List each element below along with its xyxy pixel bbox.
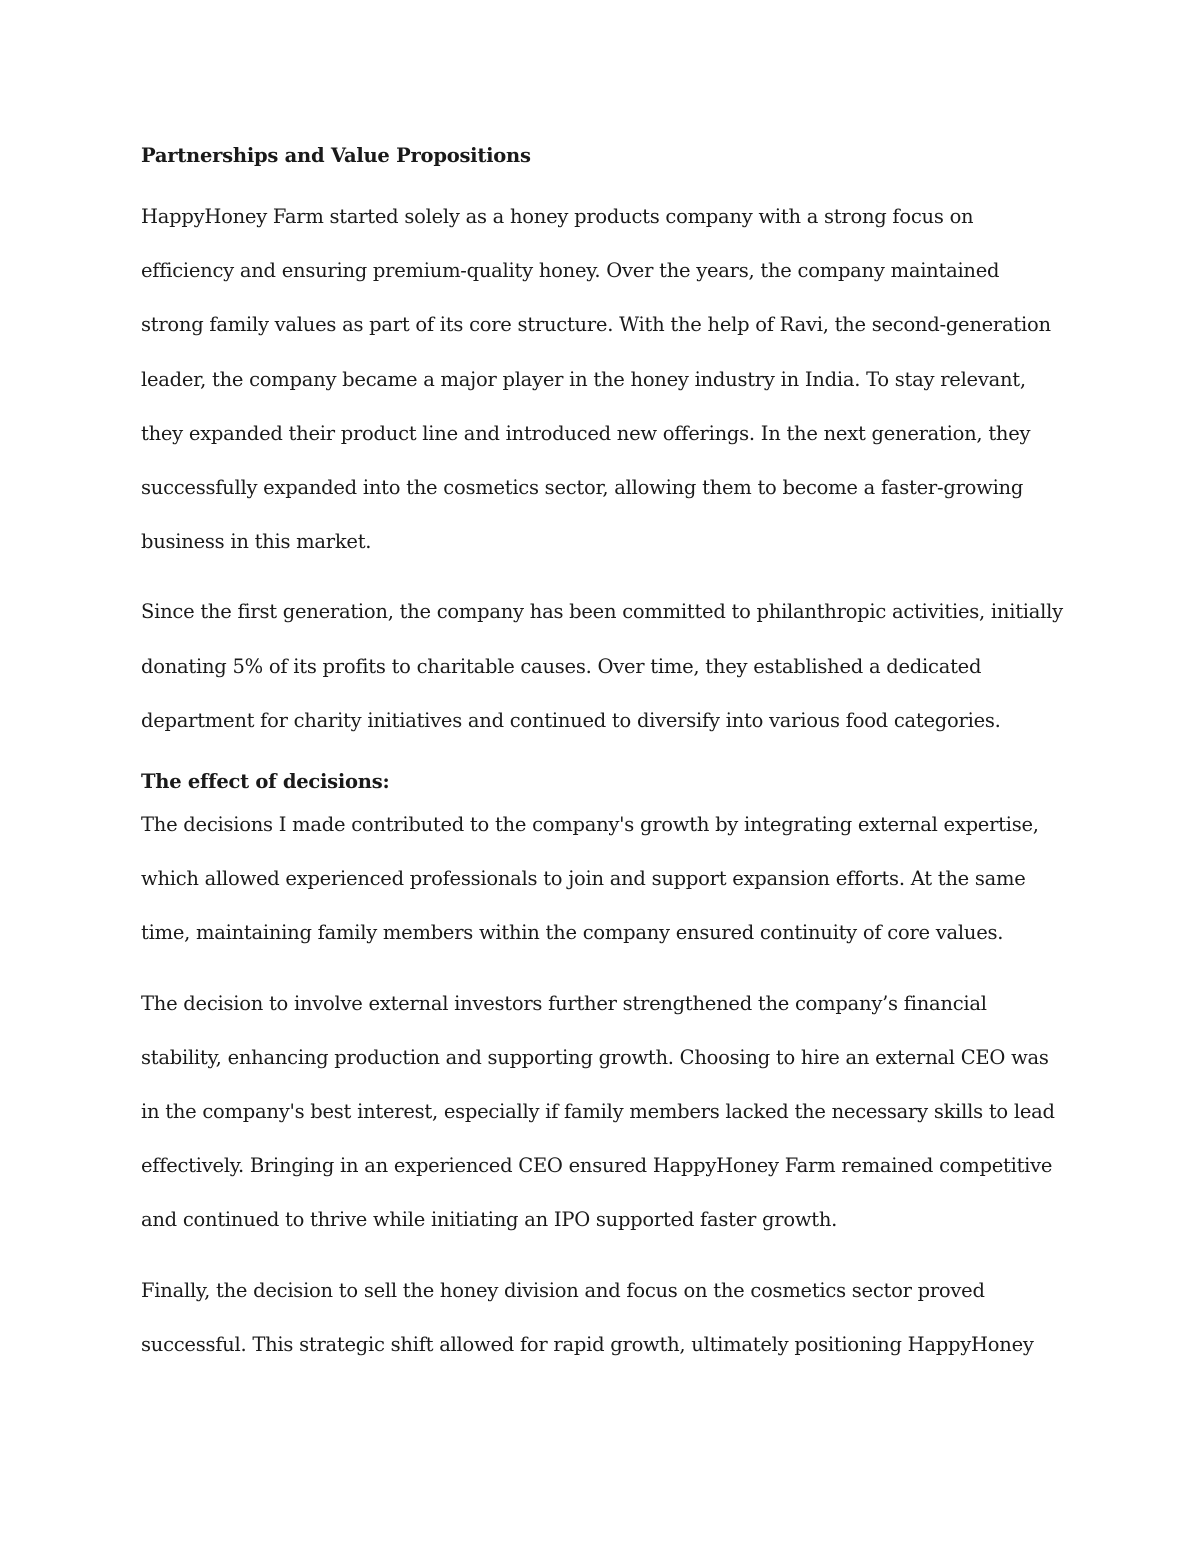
paragraph-philanthropy: Since the first generation, the company has been committed to philanthropic activities, initially donating 5% of its profits to charitable causes. Over time, they established a dedicated department for charity initiatives and continued to diversify into various food categories. bbox=[141, 600, 1063, 732]
document-body bbox=[141, 138, 1066, 1372]
section-heading-partnerships: Partnerships and Value Propositions bbox=[141, 144, 531, 167]
paragraph-investors-and-ceo: The decision to involve external investors further strengthened the company’s financial stability, enhancing production and supporting growth. Choosing to hire an external CEO was in the company's best interest, especially if family members lacked the necessary skills to lead effectively. Bringing in an experienced CEO ensured HappyHoney Farm remained competitive and continued to thrive while initiating an IPO supported faster growth. bbox=[141, 991, 1055, 1232]
paragraph-company-history: HappyHoney Farm started solely as a honey products company with a strong focus on efficiency and ensuring premium-quality honey. Over the years, the company maintained strong family values as part of its core structure. With the help of Ravi, the second-generation leader, the company became a major player in the honey industry in India. To stay relevant, they expanded their product line and introduced new offerings. In the next generation, they successfully expanded into the cosmetics sector, allowing them to become a faster-growing business in this market. bbox=[141, 205, 1051, 554]
paragraph-cosmetics-shift: Finally, the decision to sell the honey division and focus on the cosmetics sector proved successful. This strategic shift allowed for rapid growth, ultimately positioning HappyHoney bbox=[141, 1278, 1034, 1356]
paragraph-external-expertise: The decisions I made contributed to the company's growth by integrating external expertise, which allowed experienced professionals to join and support expansion efforts. At the same time, maintaining family members within the company ensured continuity of core values. bbox=[141, 813, 1039, 945]
section-heading-effect-of-decisions: The effect of decisions: bbox=[141, 770, 390, 794]
